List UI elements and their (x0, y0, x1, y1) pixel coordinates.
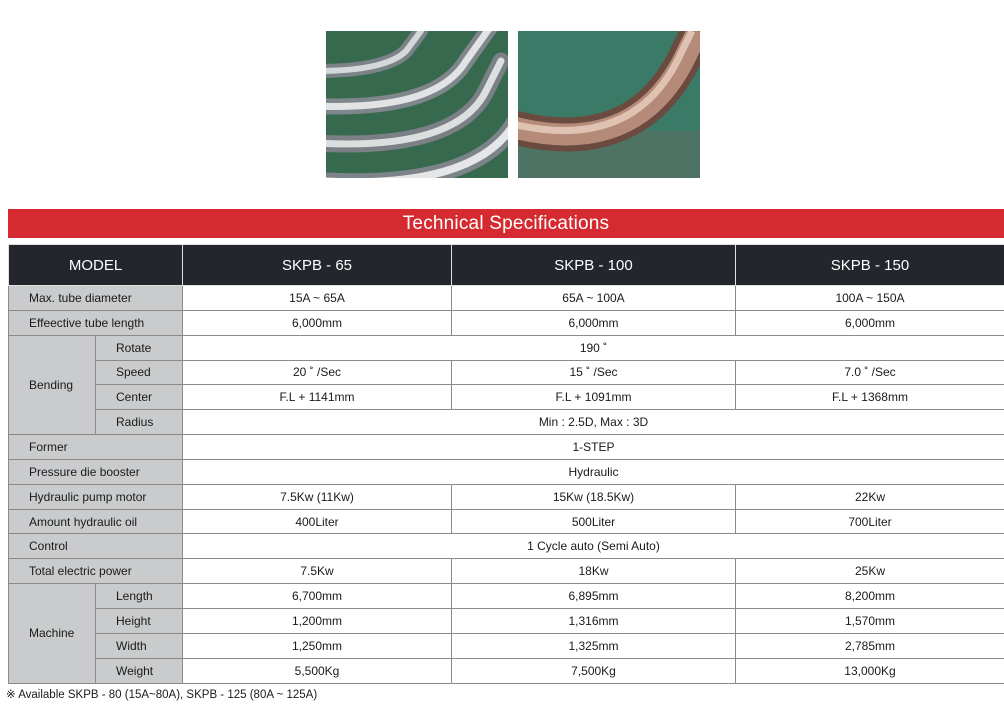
spec-title-banner: Technical Specifications (8, 209, 1004, 238)
spec-table (8, 244, 1004, 684)
cell-value: 7,500Kg (452, 658, 736, 683)
row-label: Effeective tube length (9, 310, 183, 335)
row-label: Center (96, 385, 183, 410)
cell-value: Min : 2.5D, Max : 3D (183, 410, 1004, 435)
row-label: Control (9, 534, 183, 559)
table-row (9, 584, 1004, 609)
table-row (9, 534, 1004, 559)
cell-value: 100A ~ 150A (736, 286, 1004, 311)
cell-value: 20 ˚ /Sec (183, 360, 452, 385)
row-label: Speed (96, 360, 183, 385)
model-header: MODEL (9, 245, 183, 286)
model-column-skpb-65: SKPB - 65 (183, 245, 452, 286)
cell-value: 1,570mm (736, 608, 1004, 633)
table-row (9, 410, 1004, 435)
cell-value: 6,000mm (736, 310, 1004, 335)
cell-value: 25Kw (736, 559, 1004, 584)
cell-value: 400Liter (183, 509, 452, 534)
group-label-bending: Bending (9, 335, 96, 434)
row-label: Length (96, 584, 183, 609)
table-header-row (9, 245, 1004, 286)
cell-value: 18Kw (452, 559, 736, 584)
cell-value: 22Kw (736, 484, 1004, 509)
cell-value: 15Kw (18.5Kw) (452, 484, 736, 509)
table-row (9, 633, 1004, 658)
table-row (9, 435, 1004, 460)
row-label: Weight (96, 658, 183, 683)
cell-value: 1,325mm (452, 633, 736, 658)
table-row (9, 360, 1004, 385)
table-row (9, 484, 1004, 509)
row-label: Height (96, 608, 183, 633)
cell-value: 6,000mm (452, 310, 736, 335)
table-row (9, 286, 1004, 311)
row-label: Width (96, 633, 183, 658)
cell-value: F.L + 1141mm (183, 385, 452, 410)
cell-value: 8,200mm (736, 584, 1004, 609)
bent-copper-pipe-photo (518, 31, 700, 178)
table-row (9, 310, 1004, 335)
table-row (9, 559, 1004, 584)
cell-value: 15 ˚ /Sec (452, 360, 736, 385)
cell-value: 15A ~ 65A (183, 286, 452, 311)
table-row (9, 608, 1004, 633)
bent-steel-tubes-photo (326, 31, 508, 178)
cell-value: 1 Cycle auto (Semi Auto) (183, 534, 1004, 559)
cell-value: 5,500Kg (183, 658, 452, 683)
cell-value: 7.0 ˚ /Sec (736, 360, 1004, 385)
cell-value: 65A ~ 100A (452, 286, 736, 311)
row-label: Hydraulic pump motor (9, 484, 183, 509)
product-photos (326, 31, 700, 178)
row-label: Amount hydraulic oil (9, 509, 183, 534)
cell-value: 1,250mm (183, 633, 452, 658)
group-label-machine: Machine (9, 584, 96, 683)
row-label: Rotate (96, 335, 183, 360)
cell-value: 6,895mm (452, 584, 736, 609)
row-label: Radius (96, 410, 183, 435)
row-label: Total electric power (9, 559, 183, 584)
row-label: Max. tube diameter (9, 286, 183, 311)
cell-value: 190 ˚ (183, 335, 1004, 360)
cell-value: F.L + 1091mm (452, 385, 736, 410)
cell-value: 2,785mm (736, 633, 1004, 658)
availability-note: ※ Available SKPB - 80 (15A~80A), SKPB - 125 (80A ~ 125A) (6, 689, 318, 701)
cell-value: F.L + 1368mm (736, 385, 1004, 410)
cell-value: Hydraulic (183, 459, 1004, 484)
table-row (9, 335, 1004, 360)
cell-value: 700Liter (736, 509, 1004, 534)
cell-value: 7.5Kw (11Kw) (183, 484, 452, 509)
cell-value: 13,000Kg (736, 658, 1004, 683)
cell-value: 500Liter (452, 509, 736, 534)
cell-value: 6,700mm (183, 584, 452, 609)
cell-value: 7.5Kw (183, 559, 452, 584)
table-row (9, 385, 1004, 410)
model-column-skpb-150: SKPB - 150 (736, 245, 1004, 286)
cell-value: 1-STEP (183, 435, 1004, 460)
cell-value: 1,200mm (183, 608, 452, 633)
row-label: Pressure die booster (9, 459, 183, 484)
table-row (9, 509, 1004, 534)
table-row (9, 658, 1004, 683)
row-label: Former (9, 435, 183, 460)
cell-value: 6,000mm (183, 310, 452, 335)
model-column-skpb-100: SKPB - 100 (452, 245, 736, 286)
table-row (9, 459, 1004, 484)
cell-value: 1,316mm (452, 608, 736, 633)
